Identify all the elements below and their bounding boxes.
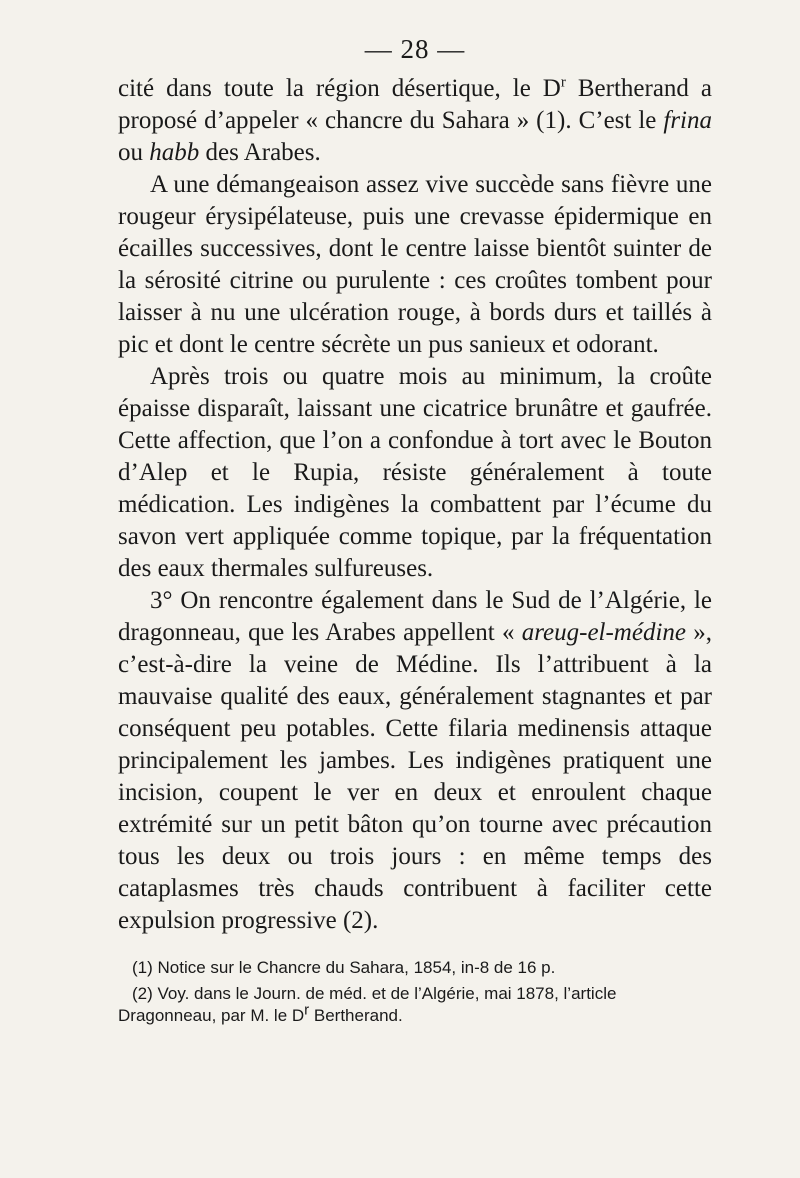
page-number: — 28 — (364, 34, 466, 64)
text-segment: A une démangeaison assez vive succède sans fièvre une rougeur érysipélateuse, puis une crevasse épidermique en écailles successives, dont le centre laisse bientôt suinter de la sérosité citrine ou purulente : ces croûtes tombent pour laisser à nu une ulcération rouge, à bords durs et taillés à pic et dont le centre sécrète un pus sanieux et odorant. (118, 171, 712, 358)
text-segment: des Arabes. (199, 139, 321, 166)
italic-text: frina (663, 107, 712, 134)
footnote (118, 983, 712, 1027)
footnotes (118, 957, 712, 1027)
paragraph (118, 169, 712, 361)
text-segment: (2) Voy. dans le Journ. de méd. et de l’Algérie, mai 1878, l’article Dragonneau, par M. le D (118, 984, 617, 1025)
text-segment: (1) Notice sur le Chancre du Sahara, 1854, in-8 de 16 p. (132, 958, 556, 977)
paragraph (118, 73, 712, 169)
body-text (118, 73, 712, 937)
text-segment: Bertherand a proposé d’appeler « chancre du Sahara » (1). C’est le (118, 75, 713, 134)
text-segment: Après trois ou quatre mois au minimum, la croûte épaisse disparaît, laissant une cicatrice brunâtre et gaufrée. Cette affection, que l’on a confondue à tort avec le Bouton d’Alep et le Rupia, résiste généralement à toute médication. Les indigènes la combattent par l’écume du savon vert appliquée comme topique, par la fréquentation des eaux thermales sulfureuses. (118, 363, 712, 582)
italic-text: areug-el-médine (521, 619, 687, 646)
italic-text: habb (149, 139, 200, 166)
document-page (118, 34, 712, 1031)
footnote (118, 957, 712, 979)
text-segment: Bertherand. (309, 1006, 403, 1025)
paragraph (118, 585, 712, 937)
superscript-text: r (560, 74, 566, 91)
superscript-text: r (304, 1001, 310, 1019)
text-segment: », c’est-à-dire la veine de Médine. Ils l’attribuent à la mauvaise qualité des eaux, généralement stagnantes et par conséquent peu potables. Cette filaria medinensis attaque principalement les jambes. Les indigènes pratiquent une incision, coupent le ver en deux et enroulent chaque extrémité sur un petit bâton qu’on tourne avec précaution tous les deux ou trois jours : en même temps des cataplasmes très chauds contribuent à faciliter cette expulsion progressive (2). (118, 619, 713, 934)
text-segment: cité dans toute la région désertique, le D (118, 75, 561, 102)
text-segment: 3° On rencontre également dans le Sud de l’Algérie, le dragonneau, que les Arabes appellent « (118, 587, 712, 646)
paragraph (118, 361, 712, 585)
text-segment: ou (118, 139, 150, 166)
